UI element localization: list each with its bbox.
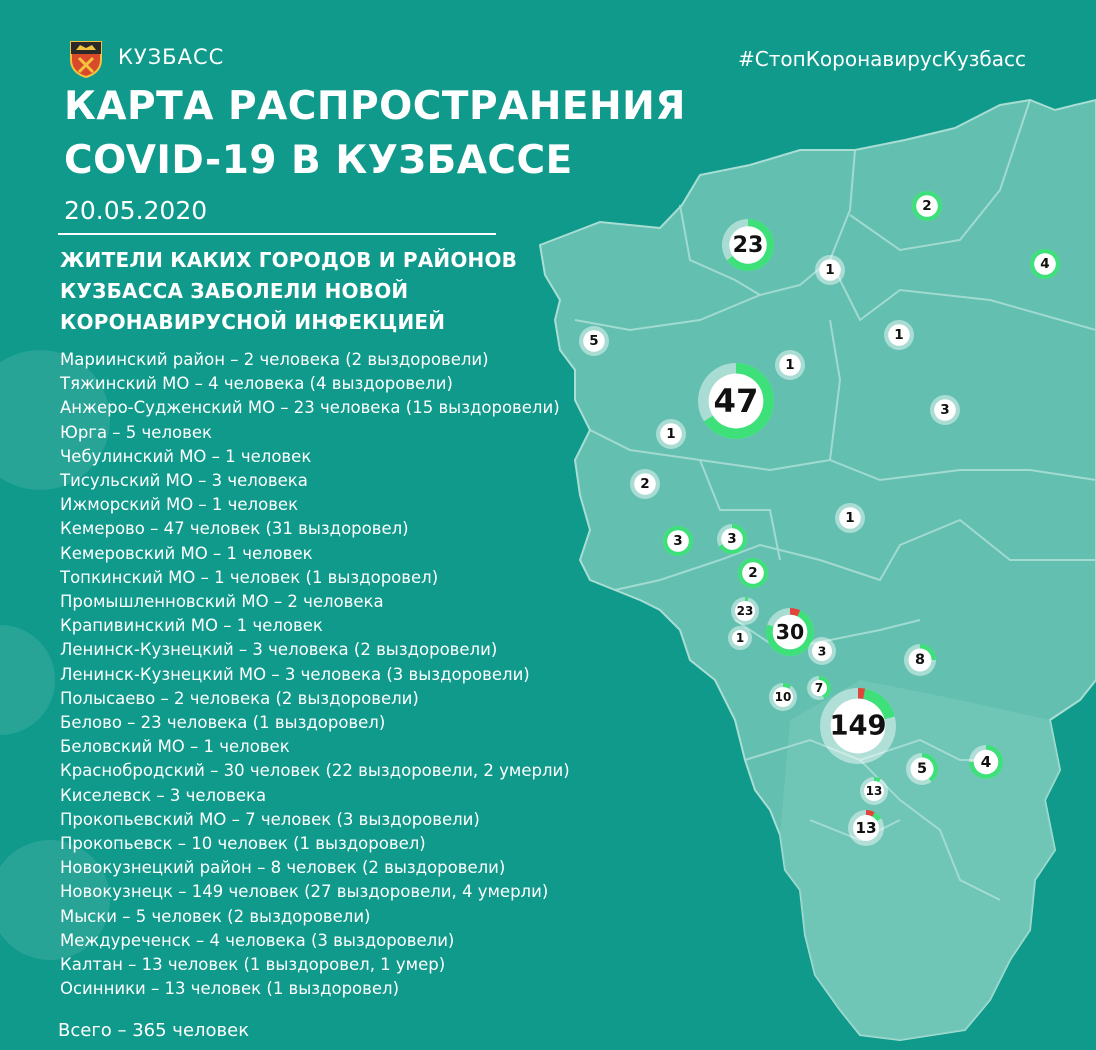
case-marker	[807, 676, 831, 700]
list-item: Кемерово – 47 человек (31 выздоровел)	[60, 519, 409, 539]
case-marker	[848, 810, 884, 846]
marker-count: 2	[922, 198, 932, 214]
divider	[58, 233, 496, 235]
case-marker	[630, 469, 660, 499]
marker-count: 7	[814, 681, 824, 695]
marker-count: 23	[736, 604, 754, 618]
case-marker	[904, 644, 936, 676]
subtitle-line-3: КОРОНАВИРУСНОЙ ИНФЕКЦИЕЙ	[60, 310, 446, 334]
case-marker	[769, 683, 797, 711]
case-marker	[766, 608, 814, 656]
case-marker	[912, 191, 942, 221]
list-item: Краснобродский – 30 человек (22 выздоровели, 2 умерли)	[60, 761, 570, 781]
marker-count: 30	[775, 620, 805, 644]
case-marker	[808, 637, 836, 665]
list-item: Тисульский МО – 3 человека	[60, 471, 308, 491]
case-marker	[1030, 249, 1060, 279]
list-item: Мариинский район – 2 человека (2 выздоровели)	[60, 350, 489, 369]
case-marker	[728, 626, 752, 650]
list-item: Новокузнецкий район – 8 человек (2 выздоровели)	[60, 858, 506, 878]
marker-count: 3	[673, 533, 683, 549]
marker-count: 13	[865, 784, 883, 798]
marker-count: 149	[829, 710, 887, 742]
list-item: Ленинск-Кузнецкий – 3 человека (2 выздоровели)	[60, 640, 498, 660]
list-item: Промышленновский МО – 2 человека	[60, 592, 384, 612]
marker-count: 3	[940, 402, 950, 418]
marker-count: 2	[640, 476, 650, 492]
case-marker	[698, 363, 774, 439]
list-item: Прокопьевск – 10 человек (1 выздоровел)	[60, 834, 426, 854]
case-marker	[815, 255, 845, 285]
marker-count: 5	[589, 333, 599, 349]
case-marker	[835, 503, 865, 533]
list-item: Мыски – 5 человек (2 выздоровели)	[60, 906, 371, 926]
marker-count: 4	[1040, 256, 1050, 272]
marker-count: 1	[845, 510, 855, 526]
case-marker	[731, 597, 759, 625]
case-marker	[775, 350, 805, 380]
died-arc	[866, 813, 873, 815]
list-item: Ижморский МО – 1 человек	[60, 495, 299, 515]
report-date: 20.05.2020	[64, 196, 208, 225]
recovered-arc	[783, 685, 790, 687]
list-item: Анжеро-Судженский МО – 23 человека (15 выздоровели)	[60, 398, 560, 418]
list-item: Юрга – 5 человек	[60, 422, 212, 442]
marker-count: 47	[713, 382, 759, 420]
case-marker	[656, 419, 686, 449]
died-arc	[858, 693, 864, 694]
list-item: Беловский МО – 1 человек	[60, 737, 290, 757]
case-marker	[579, 326, 609, 356]
marker-count: 3	[727, 531, 737, 547]
marker-count: 1	[666, 426, 676, 442]
brand	[68, 36, 224, 78]
subtitle-line-1: ЖИТЕЛИ КАКИХ ГОРОДОВ И РАЙОНОВ	[60, 248, 518, 272]
list-item: Полысаево – 2 человека (2 выздоровели)	[60, 688, 419, 708]
case-marker	[930, 395, 960, 425]
list-item: Ленинск-Кузнецкий МО – 3 человека (3 выздоровели)	[60, 664, 530, 684]
case-marker	[860, 777, 888, 805]
list-item: Тяжинский МО – 4 человека (4 выздоровели)	[60, 374, 453, 394]
marker-count: 5	[916, 761, 928, 777]
marker-count: 10	[774, 690, 792, 704]
list-item: Междуреченск – 4 человека (3 выздоровели)	[60, 930, 455, 950]
list-item: Осинники – 13 человек (1 выздоровел)	[60, 979, 400, 999]
case-marker	[969, 745, 1003, 779]
case-marker	[820, 688, 896, 764]
cases-list	[60, 348, 570, 1001]
list-item: Белово – 23 человека (1 выздоровел)	[60, 713, 386, 733]
marker-count: 23	[732, 232, 764, 258]
total-cases: Всего – 365 человек	[58, 1020, 250, 1041]
case-marker	[906, 753, 938, 785]
marker-count: 4	[980, 753, 992, 771]
list-item: Новокузнецк – 149 человек (27 выздоровели, 4 умерли)	[60, 882, 549, 902]
case-marker	[717, 524, 747, 554]
kuzbass-crest-icon	[68, 36, 104, 78]
list-item: Кемеровский МО – 1 человек	[60, 543, 313, 563]
case-marker	[884, 320, 914, 350]
recovered-arc	[874, 779, 880, 780]
list-heading	[60, 245, 517, 338]
marker-count: 8	[914, 652, 926, 668]
marker-count: 1	[825, 262, 835, 278]
marker-count: 1	[894, 327, 904, 343]
brand-name: КУЗБАСС	[118, 45, 225, 69]
marker-count: 1	[735, 631, 745, 645]
case-marker	[663, 526, 693, 556]
marker-count: 3	[817, 643, 827, 659]
page-title	[64, 80, 686, 188]
case-marker	[738, 558, 768, 588]
died-arc	[790, 611, 799, 613]
title-line-2: COVID-19 В КУЗБАССЕ	[64, 138, 573, 183]
list-item: Чебулинский МО – 1 человек	[60, 446, 312, 466]
marker-count: 1	[785, 357, 795, 373]
list-item: Топкинский МО – 1 человек (1 выздоровел)	[60, 567, 439, 587]
list-item: Калтан – 13 человек (1 выздоровел, 1 умер)	[60, 955, 446, 975]
marker-count: 13	[855, 819, 877, 837]
list-item: Киселевск – 3 человека	[60, 785, 267, 805]
case-marker	[722, 219, 774, 271]
marker-count: 2	[748, 565, 758, 581]
list-item: Прокопьевский МО – 7 человек (3 выздоровели)	[60, 809, 480, 829]
title-line-1: КАРТА РАСПРОСТРАНЕНИЯ	[64, 84, 686, 129]
subtitle-line-2: КУЗБАССА ЗАБОЛЕЛИ НОВОЙ	[60, 279, 409, 303]
list-item: Крапивинский МО – 1 человек	[60, 616, 323, 636]
hashtag: #СтопКоронавирусКузбасс	[738, 47, 1026, 71]
